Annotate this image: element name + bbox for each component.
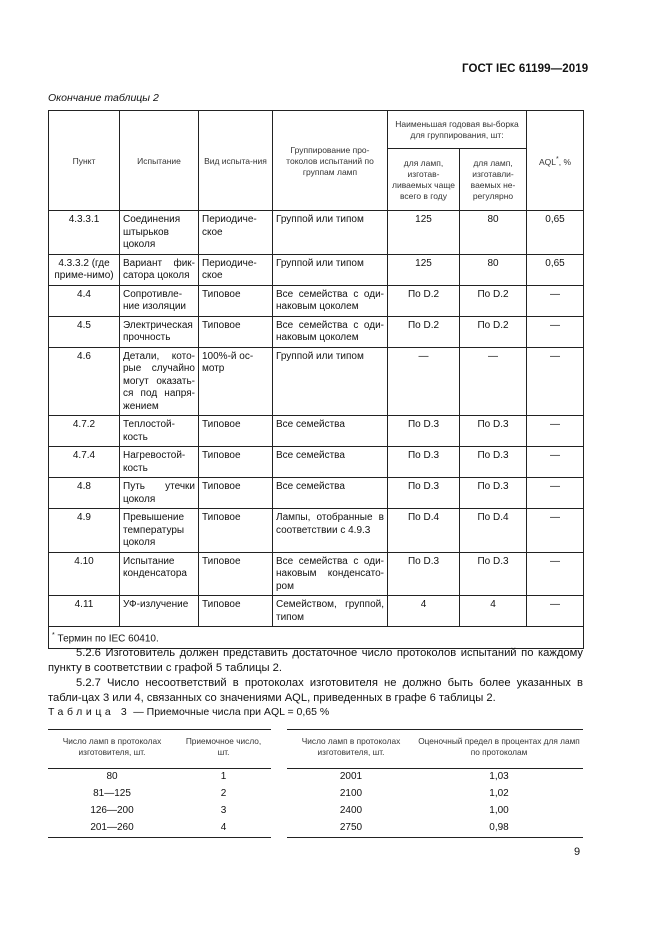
cell-acceptance-number: 3	[220, 805, 227, 816]
cell-group: Все семейства с оди-наковым конденсато-ром	[273, 552, 388, 596]
table-row	[49, 552, 584, 596]
cell-lamp-count: 80	[106, 771, 118, 782]
cell-estimated-limit: 0,98	[415, 820, 583, 838]
cell-often: —	[388, 347, 460, 416]
header-punkt: Пункт	[49, 111, 120, 211]
cell-test: Испытание конденсатора	[120, 552, 199, 596]
cell-acceptance-number: 1	[220, 771, 227, 782]
cell-group: Лампы, отобранные в соответствии с 4.9.3	[273, 509, 388, 553]
cell-estimated-limit: 1,03	[489, 771, 509, 782]
cell-kind: 100%-й ос-мотр	[199, 347, 273, 416]
cell-often: 125	[388, 254, 460, 285]
cell-kind: Типовое	[199, 416, 273, 447]
table-row	[49, 447, 584, 478]
cell-test: Теплостой-кость	[120, 416, 199, 447]
header-grouping: Группирование про-токолов испытаний по группам ламп	[273, 111, 388, 211]
cell-group: Группой или типом	[273, 254, 388, 285]
cell-estimated-limit: 1,00	[489, 805, 509, 816]
cell-test: Детали, кото-рые случайно могут оказать-ся под напря-жением	[120, 347, 199, 416]
table-row	[48, 803, 271, 820]
cell-often: По D.2	[388, 316, 460, 347]
header-aql-footnote-mark: *	[556, 156, 559, 164]
cell-punkt: 4.8	[49, 478, 120, 509]
cell-test: Вариант фик-сатора цоколя	[120, 254, 199, 285]
cell-punkt: 4.9	[49, 509, 120, 553]
cell-aql: 0,65	[527, 254, 584, 285]
cell-group: Группой или типом	[273, 211, 388, 255]
cell-punkt: 4.11	[49, 596, 120, 627]
cell-aql: —	[527, 509, 584, 553]
t3-right-header-limit: Оценочный предел в процентах для ламп по протоколам	[415, 730, 583, 769]
table-row	[49, 478, 584, 509]
cell-group: Все семейства с оди-наковым цоколем	[273, 316, 388, 347]
cell-test: Нагревостой-кость	[120, 447, 199, 478]
cell-irregular: По D.3	[460, 447, 527, 478]
cell-test: Путь утечки цоколя	[120, 478, 199, 509]
cell-irregular: 4	[460, 596, 527, 627]
cell-group: Семейством, группой, типом	[273, 596, 388, 627]
cell-acceptance-number: 2	[220, 788, 227, 799]
cell-lamp-count: 2100	[339, 788, 363, 799]
table-row	[49, 254, 584, 285]
table-3-left	[48, 729, 271, 838]
cell-test: УФ-излучение	[120, 596, 199, 627]
t3-right-header-count: Число ламп в протоколах изготовителя, шт.	[287, 730, 415, 769]
cell-aql: —	[527, 478, 584, 509]
cell-estimated-limit: 1,02	[489, 788, 509, 799]
cell-often: По D.4	[388, 509, 460, 553]
cell-aql: —	[527, 285, 584, 316]
footnote-text: Термин по IEC 60410.	[57, 633, 159, 645]
cell-aql: —	[527, 416, 584, 447]
cell-irregular: 80	[460, 254, 527, 285]
table-3-label: Таблица 3	[48, 706, 131, 718]
table-row	[287, 803, 583, 820]
cell-often: 4	[388, 596, 460, 627]
table-row	[49, 509, 584, 553]
cell-lamp-count: 2400	[339, 805, 363, 816]
table-row	[287, 769, 583, 787]
table-row	[48, 786, 271, 803]
table-3-caption	[48, 706, 329, 718]
cell-group: Все семейства с оди-наковым цоколем	[273, 285, 388, 316]
body-text	[48, 646, 583, 706]
table-3-right	[287, 729, 583, 838]
cell-often: По D.2	[388, 285, 460, 316]
t3-left-header-count: Число ламп в протоколах изготовителя, шт.	[48, 730, 176, 769]
footnote-mark: *	[52, 632, 55, 639]
cell-test: Превышение температуры цоколя	[120, 509, 199, 553]
cell-irregular: По D.2	[460, 316, 527, 347]
cell-often: 125	[388, 211, 460, 255]
cell-often: По D.3	[388, 416, 460, 447]
table-3-caption-text: — Приемочные числа при AQL = 0,65 %	[133, 706, 330, 718]
cell-lamp-count: 201—260	[48, 820, 176, 838]
cell-irregular: 80	[460, 211, 527, 255]
table-continuation-title: Окончание таблицы 2	[48, 92, 159, 104]
cell-kind: Типовое	[199, 447, 273, 478]
cell-acceptance-number: 4	[176, 820, 271, 838]
table-row	[49, 416, 584, 447]
header-aql	[527, 111, 584, 211]
header-aql-unit: , %	[558, 156, 572, 167]
cell-aql: —	[527, 552, 584, 596]
page-number: 9	[574, 846, 581, 858]
cell-group: Все семейства	[273, 416, 388, 447]
table-row	[49, 211, 584, 255]
cell-aql: —	[527, 447, 584, 478]
document-id: ГОСТ IEC 61199—2019	[462, 63, 589, 75]
cell-often: По D.3	[388, 447, 460, 478]
table-2	[48, 110, 584, 649]
cell-punkt: 4.5	[49, 316, 120, 347]
table-row	[49, 316, 584, 347]
cell-punkt: 4.7.4	[49, 447, 120, 478]
cell-aql: —	[527, 596, 584, 627]
cell-test: Электрическая прочность	[120, 316, 199, 347]
cell-group: Все семейства	[273, 447, 388, 478]
cell-irregular: По D.3	[460, 416, 527, 447]
cell-punkt: 4.6	[49, 347, 120, 416]
table-row	[287, 786, 583, 803]
cell-aql: 0,65	[527, 211, 584, 255]
table-row	[48, 820, 271, 838]
table-row	[49, 285, 584, 316]
table-row	[48, 769, 271, 787]
cell-punkt: 4.3.3.1	[49, 211, 120, 255]
cell-irregular: По D.4	[460, 509, 527, 553]
cell-irregular: По D.3	[460, 552, 527, 596]
cell-often: По D.3	[388, 478, 460, 509]
t3-left-header-accept: Приемочное число, шт.	[176, 730, 271, 769]
header-min-sample: Наименьшая годовая вы-борка для группирования, шт:	[388, 111, 527, 149]
cell-test: Сопротивле-ние изоляции	[120, 285, 199, 316]
cell-test: Соединения штырьков цоколя	[120, 211, 199, 255]
cell-lamp-count: 2750	[287, 820, 415, 838]
cell-punkt: 4.4	[49, 285, 120, 316]
cell-punkt: 4.10	[49, 552, 120, 596]
cell-lamp-count: 126—200	[90, 805, 134, 816]
cell-kind: Типовое	[199, 552, 273, 596]
cell-irregular: —	[460, 347, 527, 416]
cell-kind: Типовое	[199, 316, 273, 347]
cell-group: Группой или типом	[273, 347, 388, 416]
cell-punkt: 4.7.2	[49, 416, 120, 447]
cell-kind: Периодиче-ское	[199, 211, 273, 255]
table-row	[49, 596, 584, 627]
header-test: Испытание	[120, 111, 199, 211]
cell-kind: Типовое	[199, 478, 273, 509]
header-irregular: для ламп, изготавли-ваемых не-регулярно	[460, 149, 527, 211]
cell-irregular: По D.3	[460, 478, 527, 509]
cell-kind: Типовое	[199, 285, 273, 316]
paragraph-5-2-7: 5.2.7 Число несоответствий в протоколах изготовителя не должно быть более указанных в табли-цах 3 или 4, связанных со значениями AQL, приведенных в графе 6 таблицы 2.	[48, 677, 583, 704]
cell-often: По D.3	[388, 552, 460, 596]
cell-aql: —	[527, 316, 584, 347]
paragraph-5-2-6: 5.2.6 Изготовитель должен представить достаточное число протоколов испытаний по каждому пункту в соответствии с графой 5 таблицы 2.	[48, 647, 583, 674]
cell-kind: Типовое	[199, 596, 273, 627]
cell-aql: —	[527, 347, 584, 416]
cell-kind: Типовое	[199, 509, 273, 553]
cell-lamp-count: 2001	[339, 771, 363, 782]
header-often: для ламп, изготав-ливаемых чаще всего в году	[388, 149, 460, 211]
header-aql-label: AQL	[539, 156, 557, 167]
cell-lamp-count: 81—125	[93, 788, 131, 799]
cell-irregular: По D.2	[460, 285, 527, 316]
cell-group: Все семейства	[273, 478, 388, 509]
cell-punkt: 4.3.3.2 (где приме-нимо)	[49, 254, 120, 285]
cell-kind: Периодиче-ское	[199, 254, 273, 285]
table-row	[287, 820, 583, 838]
header-kind: Вид испыта-ния	[199, 111, 273, 211]
table-row	[49, 347, 584, 416]
